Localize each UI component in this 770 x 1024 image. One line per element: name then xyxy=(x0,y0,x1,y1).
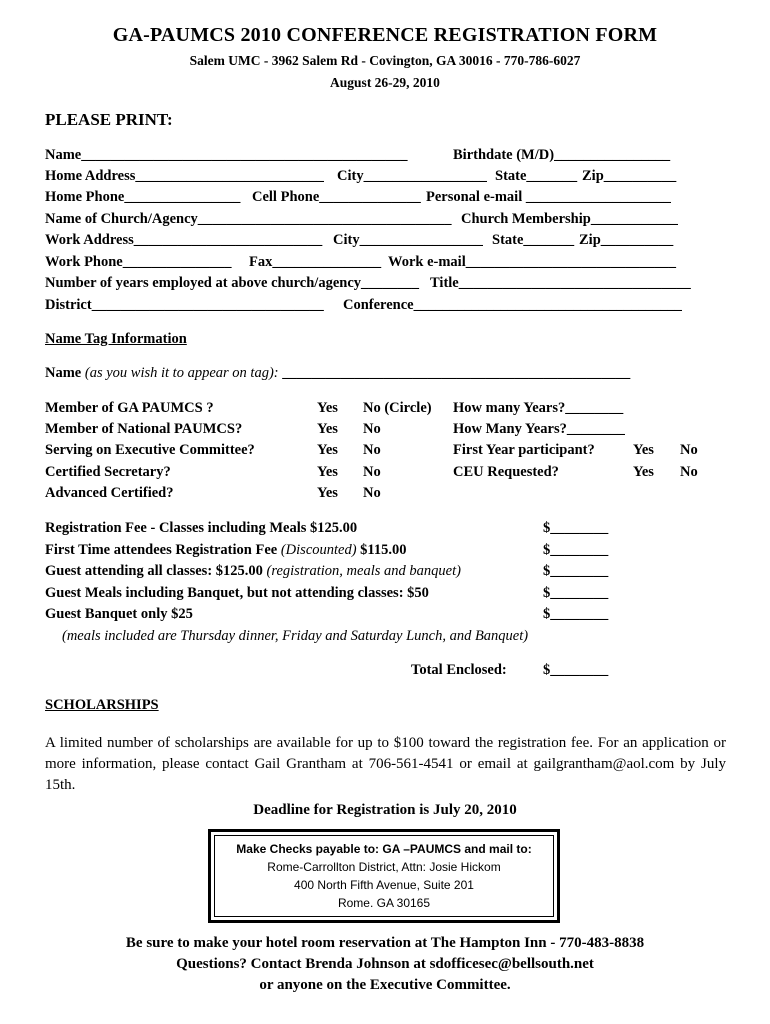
cell-phone-field[interactable]: Cell Phone______________ xyxy=(252,189,421,205)
work-zip-field[interactable]: Zip__________ xyxy=(579,232,674,248)
home-address-field[interactable]: Home Address__________________________ xyxy=(45,168,324,184)
conference-field[interactable]: Conference_____________________________________ xyxy=(343,297,682,313)
total-amount[interactable]: $________ xyxy=(543,662,609,678)
fax-field[interactable]: Fax_______________ xyxy=(249,254,382,270)
total-label: Total Enclosed: xyxy=(411,662,507,678)
advanced-certified-yes[interactable]: Yes xyxy=(317,485,338,501)
questions-contact: Questions? Contact Brenda Johnson at sdofficesec@bellsouth.net xyxy=(176,956,594,972)
work-address-field[interactable]: Work Address__________________________ xyxy=(45,232,323,248)
form-title: GA-PAUMCS 2010 CONFERENCE REGISTRATION FORM xyxy=(112,24,658,46)
exec-committee-contact: or anyone on the Executive Committee. xyxy=(259,977,511,993)
personal-email-field[interactable]: Personal e-mail ____________________ xyxy=(426,189,671,205)
exec-committee-question: Serving on Executive Committee? xyxy=(45,442,255,458)
scholarships-heading: SCHOLARSHIPS xyxy=(45,697,159,713)
fee-first-time-amount[interactable]: $________ xyxy=(543,542,609,558)
fee-guest-banquet-amount[interactable]: $________ xyxy=(543,606,609,622)
exec-committee-yes[interactable]: Yes xyxy=(317,442,338,458)
work-city-field[interactable]: City_________________ xyxy=(333,232,483,248)
ga-years-field[interactable]: How many Years?________ xyxy=(453,400,624,416)
member-national-no[interactable]: No xyxy=(363,421,381,437)
home-zip-field[interactable]: Zip__________ xyxy=(582,168,677,184)
member-ga-no[interactable]: No (Circle) xyxy=(363,400,432,416)
work-phone-field[interactable]: Work Phone_______________ xyxy=(45,254,232,270)
work-state-field[interactable]: State_______ xyxy=(492,232,575,248)
certified-question: Certified Secretary? xyxy=(45,464,171,480)
fee-guest-classes xyxy=(45,563,461,580)
scholarships-text: A limited number of scholarships are available for up to $100 toward the registration fee. For an application or more information, please contact Gail Grantham at 706-561-4541 or email at gailgrantham@aol.com by July 15th. xyxy=(45,735,726,793)
certified-yes[interactable]: Yes xyxy=(317,464,338,480)
mail-to-line-2: 400 North Fifth Avenue, Suite 201 xyxy=(294,878,474,892)
hotel-note: Be sure to make your hotel room reservation at The Hampton Inn - 770-483-8838 xyxy=(125,935,645,951)
home-state-field[interactable]: State_______ xyxy=(495,168,578,184)
advanced-certified-no[interactable]: No xyxy=(363,485,381,501)
member-ga-question: Member of GA PAUMCS ? xyxy=(45,400,214,416)
certified-no[interactable]: No xyxy=(363,464,381,480)
name-tag-hint: (as you wish it to appear on tag): xyxy=(84,365,279,381)
member-national-question: Member of National PAUMCS? xyxy=(45,421,243,437)
fee-first-time-price: $115.00 xyxy=(356,542,407,558)
mail-to-box xyxy=(208,829,560,923)
fee-guest-classes-amount[interactable]: $________ xyxy=(543,563,609,579)
home-phone-field[interactable]: Home Phone________________ xyxy=(45,189,241,205)
years-employed-field[interactable]: Number of years employed at above church/agency________ xyxy=(45,275,420,291)
deadline-text: Deadline for Registration is July 20, 2010 xyxy=(253,802,517,818)
church-field[interactable]: Name of Church/Agency___________________________________ xyxy=(45,211,452,227)
venue-address: Salem UMC - 3962 Salem Rd - Covington, GA 30016 - 770-786-6027 xyxy=(189,53,581,68)
please-print-heading: PLEASE PRINT: xyxy=(45,110,173,129)
district-field[interactable]: District________________________________ xyxy=(45,297,324,313)
mail-to-line-3: Rome. GA 30165 xyxy=(337,896,431,910)
first-year-question: First Year participant? xyxy=(453,442,595,458)
ceu-question: CEU Requested? xyxy=(453,464,559,480)
fee-first-time xyxy=(45,542,407,559)
fee-registration: Registration Fee - Classes including Meals $125.00 xyxy=(45,520,358,536)
mail-to-heading: Make Checks payable to: GA –PAUMCS and mail to: xyxy=(236,842,532,856)
conference-dates: August 26-29, 2010 xyxy=(330,75,440,90)
fee-first-time-label: First Time attendees Registration Fee xyxy=(45,542,281,558)
fee-first-time-discount: (Discounted) xyxy=(280,542,357,558)
national-years-field[interactable]: How Many Years?________ xyxy=(453,421,625,437)
ceu-no[interactable]: No xyxy=(680,464,698,480)
first-year-yes[interactable]: Yes xyxy=(633,442,654,458)
exec-committee-no[interactable]: No xyxy=(363,442,381,458)
home-city-field[interactable]: City_________________ xyxy=(337,168,487,184)
member-national-yes[interactable]: Yes xyxy=(317,421,338,437)
name-tag-label: Name xyxy=(45,365,82,381)
church-membership-field[interactable]: Church Membership____________ xyxy=(461,211,678,227)
name-field[interactable]: Name_____________________________________________ xyxy=(45,147,408,163)
birthdate-field[interactable]: Birthdate (M/D)________________ xyxy=(453,147,671,163)
fee-guest-classes-note: (registration, meals and banquet) xyxy=(266,563,461,579)
name-tag-line[interactable]: ________________________________________________ xyxy=(282,365,631,381)
meals-note: (meals included are Thursday dinner, Friday and Saturday Lunch, and Banquet) xyxy=(62,628,529,644)
member-ga-yes[interactable]: Yes xyxy=(317,400,338,416)
work-email-field[interactable]: Work e-mail_____________________________ xyxy=(388,254,676,270)
mail-to-line-1: Rome-Carrollton District, Attn: Josie Hickom xyxy=(267,860,501,874)
advanced-certified-question: Advanced Certified? xyxy=(45,485,174,501)
ceu-yes[interactable]: Yes xyxy=(633,464,654,480)
first-year-no[interactable]: No xyxy=(680,442,698,458)
name-tag-field[interactable] xyxy=(45,365,630,382)
fee-guest-meals: Guest Meals including Banquet, but not attending classes: $50 xyxy=(45,585,429,601)
name-tag-heading: Name Tag Information xyxy=(45,331,187,347)
fee-guest-banquet: Guest Banquet only $25 xyxy=(45,606,193,622)
fee-guest-meals-amount[interactable]: $________ xyxy=(543,585,609,601)
fee-guest-classes-label: Guest attending all classes: $125.00 xyxy=(45,563,267,579)
job-title-field[interactable]: Title________________________________ xyxy=(430,275,691,291)
fee-registration-amount[interactable]: $________ xyxy=(543,520,609,536)
